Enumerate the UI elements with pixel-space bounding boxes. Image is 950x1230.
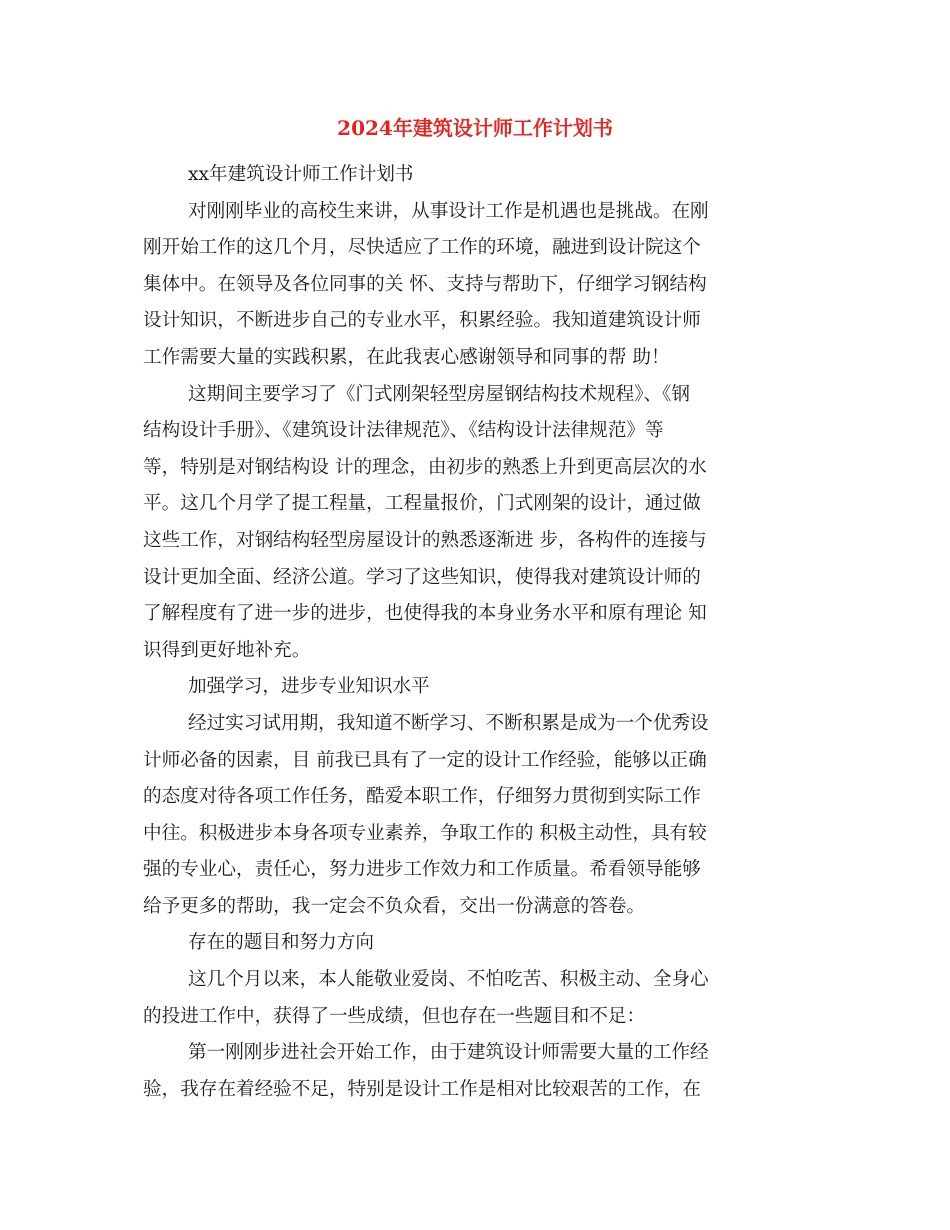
text-line: 中往。积极进步本身各项专业素养，争取工作的 积极主动性，具有较 bbox=[143, 822, 707, 844]
text-line: 给予更多的帮助，我一定会不负众看，交出一份满意的答卷。 bbox=[143, 895, 646, 917]
text-line: 第一刚刚步进社会开始工作，由于建筑设计师需要大量的工作经 bbox=[188, 1042, 709, 1064]
text-line: 的投进工作中，获得了一些成绩，但也存在一些题目和不足： bbox=[143, 1005, 646, 1027]
text-line: 经过实习试用期，我知道不断学习、不断积累是成为一个优秀设 bbox=[188, 712, 709, 734]
text-line: 存在的题目和努力方向 bbox=[188, 932, 374, 954]
text-line: 刚开始工作的这几个月，尽快适应了工作的环境，融进到设计院这个 bbox=[143, 237, 701, 259]
text-line: 结构设计手册》、《建筑设计法律规范》、《结构设计法律规范》等 bbox=[143, 420, 664, 442]
text-line: 平。这几个月学了提工程量，工程量报价，门式刚架的设计，通过做 bbox=[143, 493, 701, 515]
document-title: 2024年建筑设计师工作计划书 bbox=[337, 116, 613, 140]
text-line: 验，我存在着经验不足，特别是设计工作是相对比较艰苦的工作，在 bbox=[143, 1078, 701, 1100]
text-line: 了解程度有了进一步的进步，也使得我的本身业务水平和原有理论 知 bbox=[143, 603, 707, 625]
text-line: 这期间主要学习了《门式刚架轻型房屋钢结构技术规程》、《钢 bbox=[188, 383, 691, 405]
text-line: 加强学习，进步专业知识水平 bbox=[188, 676, 430, 698]
text-line: xx年建筑设计师工作计划书 bbox=[188, 164, 414, 185]
text-line: 设计更加全面、经济公道。学习了这些知识，使得我对建筑设计师的 bbox=[143, 566, 701, 588]
text-line: 的态度对待各项工作任务，酷爱本职工作，仔细努力贯彻到实际工作 bbox=[143, 786, 701, 808]
text-line: 强的专业心，责任心，努力进步工作效力和工作质量。希看领导能够 bbox=[143, 859, 701, 881]
text-line: 计师必备的因素，目 前我已具有了一定的设计工作经验，能够以正确 bbox=[143, 749, 707, 771]
text-line: 集体中。在领导及各位同事的关 怀、支持与帮助下，仔细学习钢结构 bbox=[143, 273, 707, 295]
text-line: 识得到更好地补充。 bbox=[143, 639, 311, 661]
text-line: 这几个月以来，本人能敬业爱岗、不怕吃苦、积极主动、全身心 bbox=[188, 969, 709, 991]
text-line: 设计知识，不断进步自己的专业水平，积累经验。我知道建筑设计师 bbox=[143, 310, 701, 332]
document-body bbox=[143, 157, 808, 1108]
text-line: 工作需要大量的实践积累，在此我衷心感谢领导和同事的帮 助！ bbox=[143, 346, 670, 368]
text-line: 对刚刚毕业的高校生来讲，从事设计工作是机遇也是挑战。在刚 bbox=[188, 200, 709, 222]
text-line: 这些工作，对钢结构轻型房屋设计的熟悉逐渐进 步，各构件的连接与 bbox=[143, 529, 707, 551]
text-line: 等，特别是对钢结构设 计的理念，由初步的熟悉上升到更高层次的水 bbox=[143, 456, 707, 478]
